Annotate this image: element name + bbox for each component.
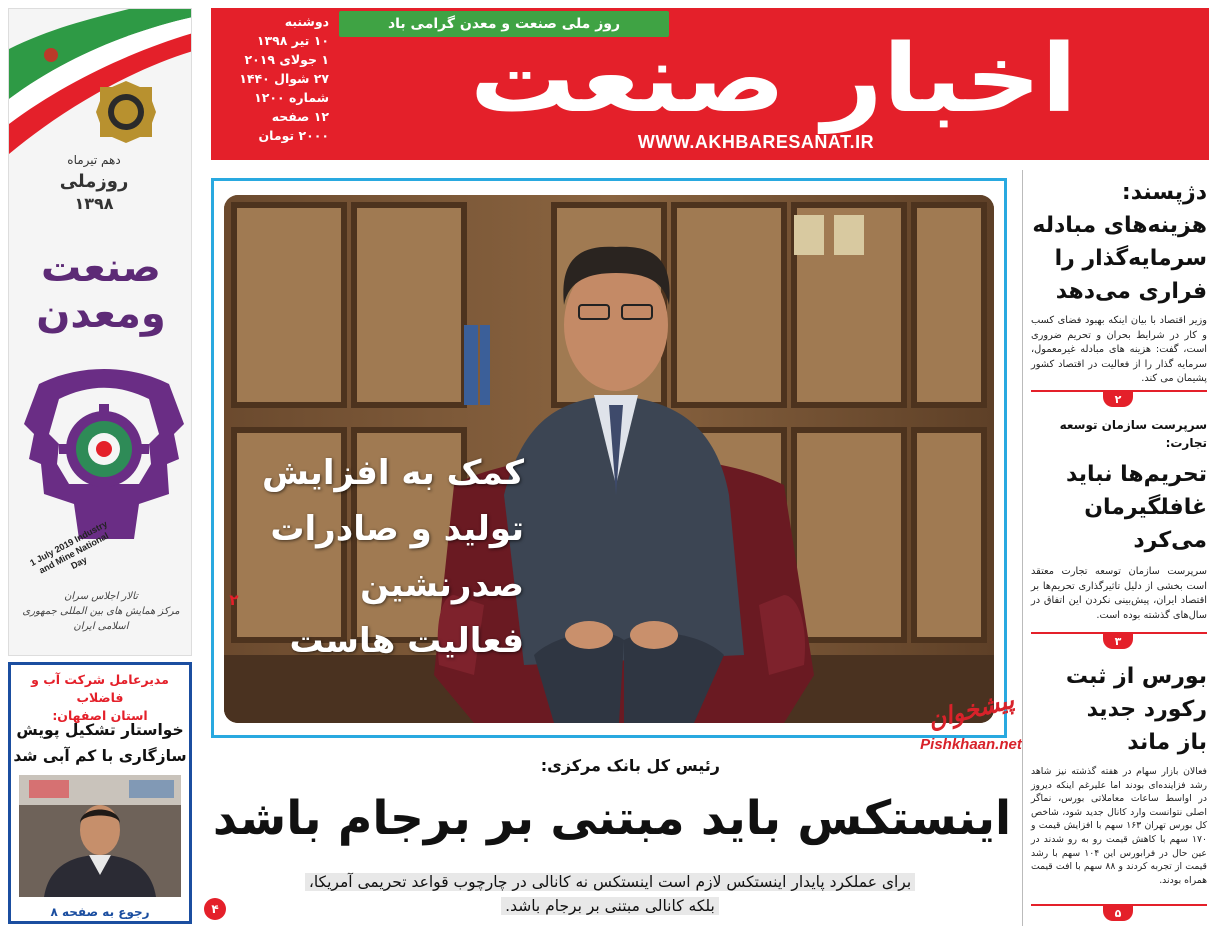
ad-date-line2: روزملی (59, 171, 129, 192)
isfahan-headline[interactable] (13, 717, 187, 769)
issue-number: شماره ۱۲۰۰ (254, 90, 329, 105)
story2-headline-line2: غافلگیرمان (1084, 495, 1207, 520)
issue-price: ۲۰۰۰ تومان (258, 128, 329, 143)
story-stock-market[interactable] (1031, 660, 1207, 887)
isfahan-water-story[interactable] (8, 662, 192, 924)
story1-page-ref[interactable]: ۲ (1103, 392, 1133, 407)
story3-headline-line1: بورس از ثبت (1065, 664, 1207, 689)
story-investment-costs[interactable] (1031, 176, 1207, 387)
story2-headline-line3: می‌کرد (1133, 528, 1207, 553)
ad-big-title-line2: ومعدن (36, 291, 166, 337)
story1-body: وزیر اقتصاد با بیان اینکه بهبود فضای کسب و کار در شرایط بحران و تحریم ضروری است، گفت: هزینه های مبادله غیرمعمول، سرمایه گذار را از فعالیت در اقتصاد کشور پشیمان می کند. (1031, 315, 1207, 384)
ad-venue-line1: تالار اجلاس سران (64, 591, 138, 602)
photo-headline-line4: فعالیت هاست (289, 621, 524, 661)
isfahan-headline-line2: سازگاری با کم آبی شد (13, 747, 187, 765)
story3-headline (1031, 660, 1207, 759)
story2-kicker: سرپرست سازمان توسعه تجارت: (1059, 418, 1207, 450)
isfahan-kicker-line2: استان اصفهان: (52, 708, 148, 723)
right-news-column (1022, 170, 1210, 926)
photo-headline-line3: صدرنشین (360, 565, 524, 605)
main-lead (260, 870, 960, 918)
photo-page-ref[interactable]: ۲ (229, 591, 239, 609)
main-kicker: رئیس کل بانک مرکزی: (540, 756, 720, 775)
photo-headline[interactable] (254, 445, 524, 669)
ad-date-block (19, 149, 169, 215)
story3-page-ref[interactable]: ۵ (1103, 906, 1133, 921)
portrait-icon (19, 775, 181, 897)
story1-headline-line1: هزینه‌های مبادله (1032, 213, 1207, 238)
masthead (211, 8, 1209, 160)
story2-headline (1031, 458, 1207, 557)
issue-date-shamsi: ۱۰ تیر ۱۳۹۸ (256, 33, 329, 48)
emblem-icon (96, 79, 156, 145)
story1-kicker-head (1031, 176, 1207, 308)
main-lead-line1: برای عملکرد پایدار اینستکس لازم است اینستکس نه کانالی در چارچوب قواعد تحریمی آمریکا، (305, 873, 915, 891)
isfahan-photo (19, 775, 181, 897)
ad-big-title (21, 245, 181, 337)
story1-kicker: دژپسند: (1121, 180, 1207, 205)
story-sanctions[interactable] (1031, 416, 1207, 623)
story2-headline-line1: تحریم‌ها نباید (1066, 462, 1207, 487)
story1-headline-line3: فراری می‌دهد (1055, 279, 1207, 304)
issue-pages: ۱۲ صفحه (271, 109, 329, 124)
story3-body: فعالان بازار سهام در هفته گذشته نیز شاهد رشد فزاینده‌ای بودند اما علیرغم اینکه دیروز در اواسط ساعات معاملاتی بورس، نماگر اصلی نتوانست وارد کانال جدید شود، شاخص کل بورس تهران ۱۶۳ سهم با افزایش قیمت و ۱۷۰ سهم با کاهش قیمت رو به رو شدند در عین حال در فرابورس این ۱۰۴ سهم با رشد قیمت از تجربه کردند و ۸۸ سهم با افت قیمت همراه بودند. (1031, 766, 1208, 886)
story2-page-ref[interactable]: ۳ (1103, 634, 1133, 649)
industry-day-advert[interactable] (8, 8, 192, 656)
website-url[interactable]: WWW.AKHBARESANAT.IR (637, 132, 875, 152)
pishkhaan-watermark (906, 685, 1036, 780)
main-page-ref[interactable]: ۴ (204, 898, 226, 920)
ad-venue-line2: مرکز همایش های بین المللی جمهوری اسلامی ایران (22, 606, 180, 632)
newspaper-logo[interactable]: اخبار صنعت (469, 25, 1078, 134)
minister-photo[interactable] (224, 195, 994, 723)
main-lead-line2: بلکه کانالی مبتنی بر برجام باشد. (501, 897, 719, 915)
ad-venue (13, 589, 189, 634)
issue-info (219, 12, 329, 145)
main-photo-frame (211, 178, 1007, 738)
photo-headline-line2: تولید و صادرات (270, 509, 524, 549)
ad-big-title-line1: صنعت (41, 245, 161, 291)
story3-headline-line3: باز ماند (1127, 730, 1207, 755)
watermark-en: Pishkhaan.net (920, 736, 1022, 753)
isfahan-kicker-line1: مدیرعامل شرکت آب و فاضلاب (31, 672, 169, 705)
ad-date-line1: دهم تیرماه (67, 153, 121, 167)
ad-caption-english: 1 July 2019 Industry and Mine National Day (28, 518, 111, 576)
story3-headline-line2: رکورد جدید (1086, 697, 1207, 722)
issue-date-hijri: ۲۷ شوال ۱۴۴۰ (239, 71, 329, 86)
story2-body: سرپرست سازمان توسعه تجارت معتقد است بخشی از دلیل تاثیرگذاری تحریم‌ها بر اقتصاد ایران، پیش‌بینی نکردن این اتفاق در سال‌های گذشته بوده است. (1031, 566, 1207, 621)
isfahan-headline-line1: خواستار تشکیل پویش (16, 721, 184, 739)
tagline-banner: روز ملی صنعت و معدن گرامی باد (339, 11, 669, 37)
issue-weekday: دوشنبه (284, 14, 329, 29)
issue-date-gregorian: ۱ جولای ۲۰۱۹ (244, 52, 329, 67)
story1-headline-line2: سرمایه‌گذار را (1054, 246, 1207, 271)
watermark-fa: پیشخوان (925, 685, 1017, 735)
isfahan-page-ref[interactable]: رجوع به صفحه ۸ (50, 905, 150, 919)
main-headline[interactable]: اینستکس باید مبتنی بر برجام باشد (212, 791, 1012, 846)
photo-headline-line1: کمک به افزایش (262, 453, 524, 493)
ad-date-line3: ۱۳۹۸ (74, 194, 114, 213)
